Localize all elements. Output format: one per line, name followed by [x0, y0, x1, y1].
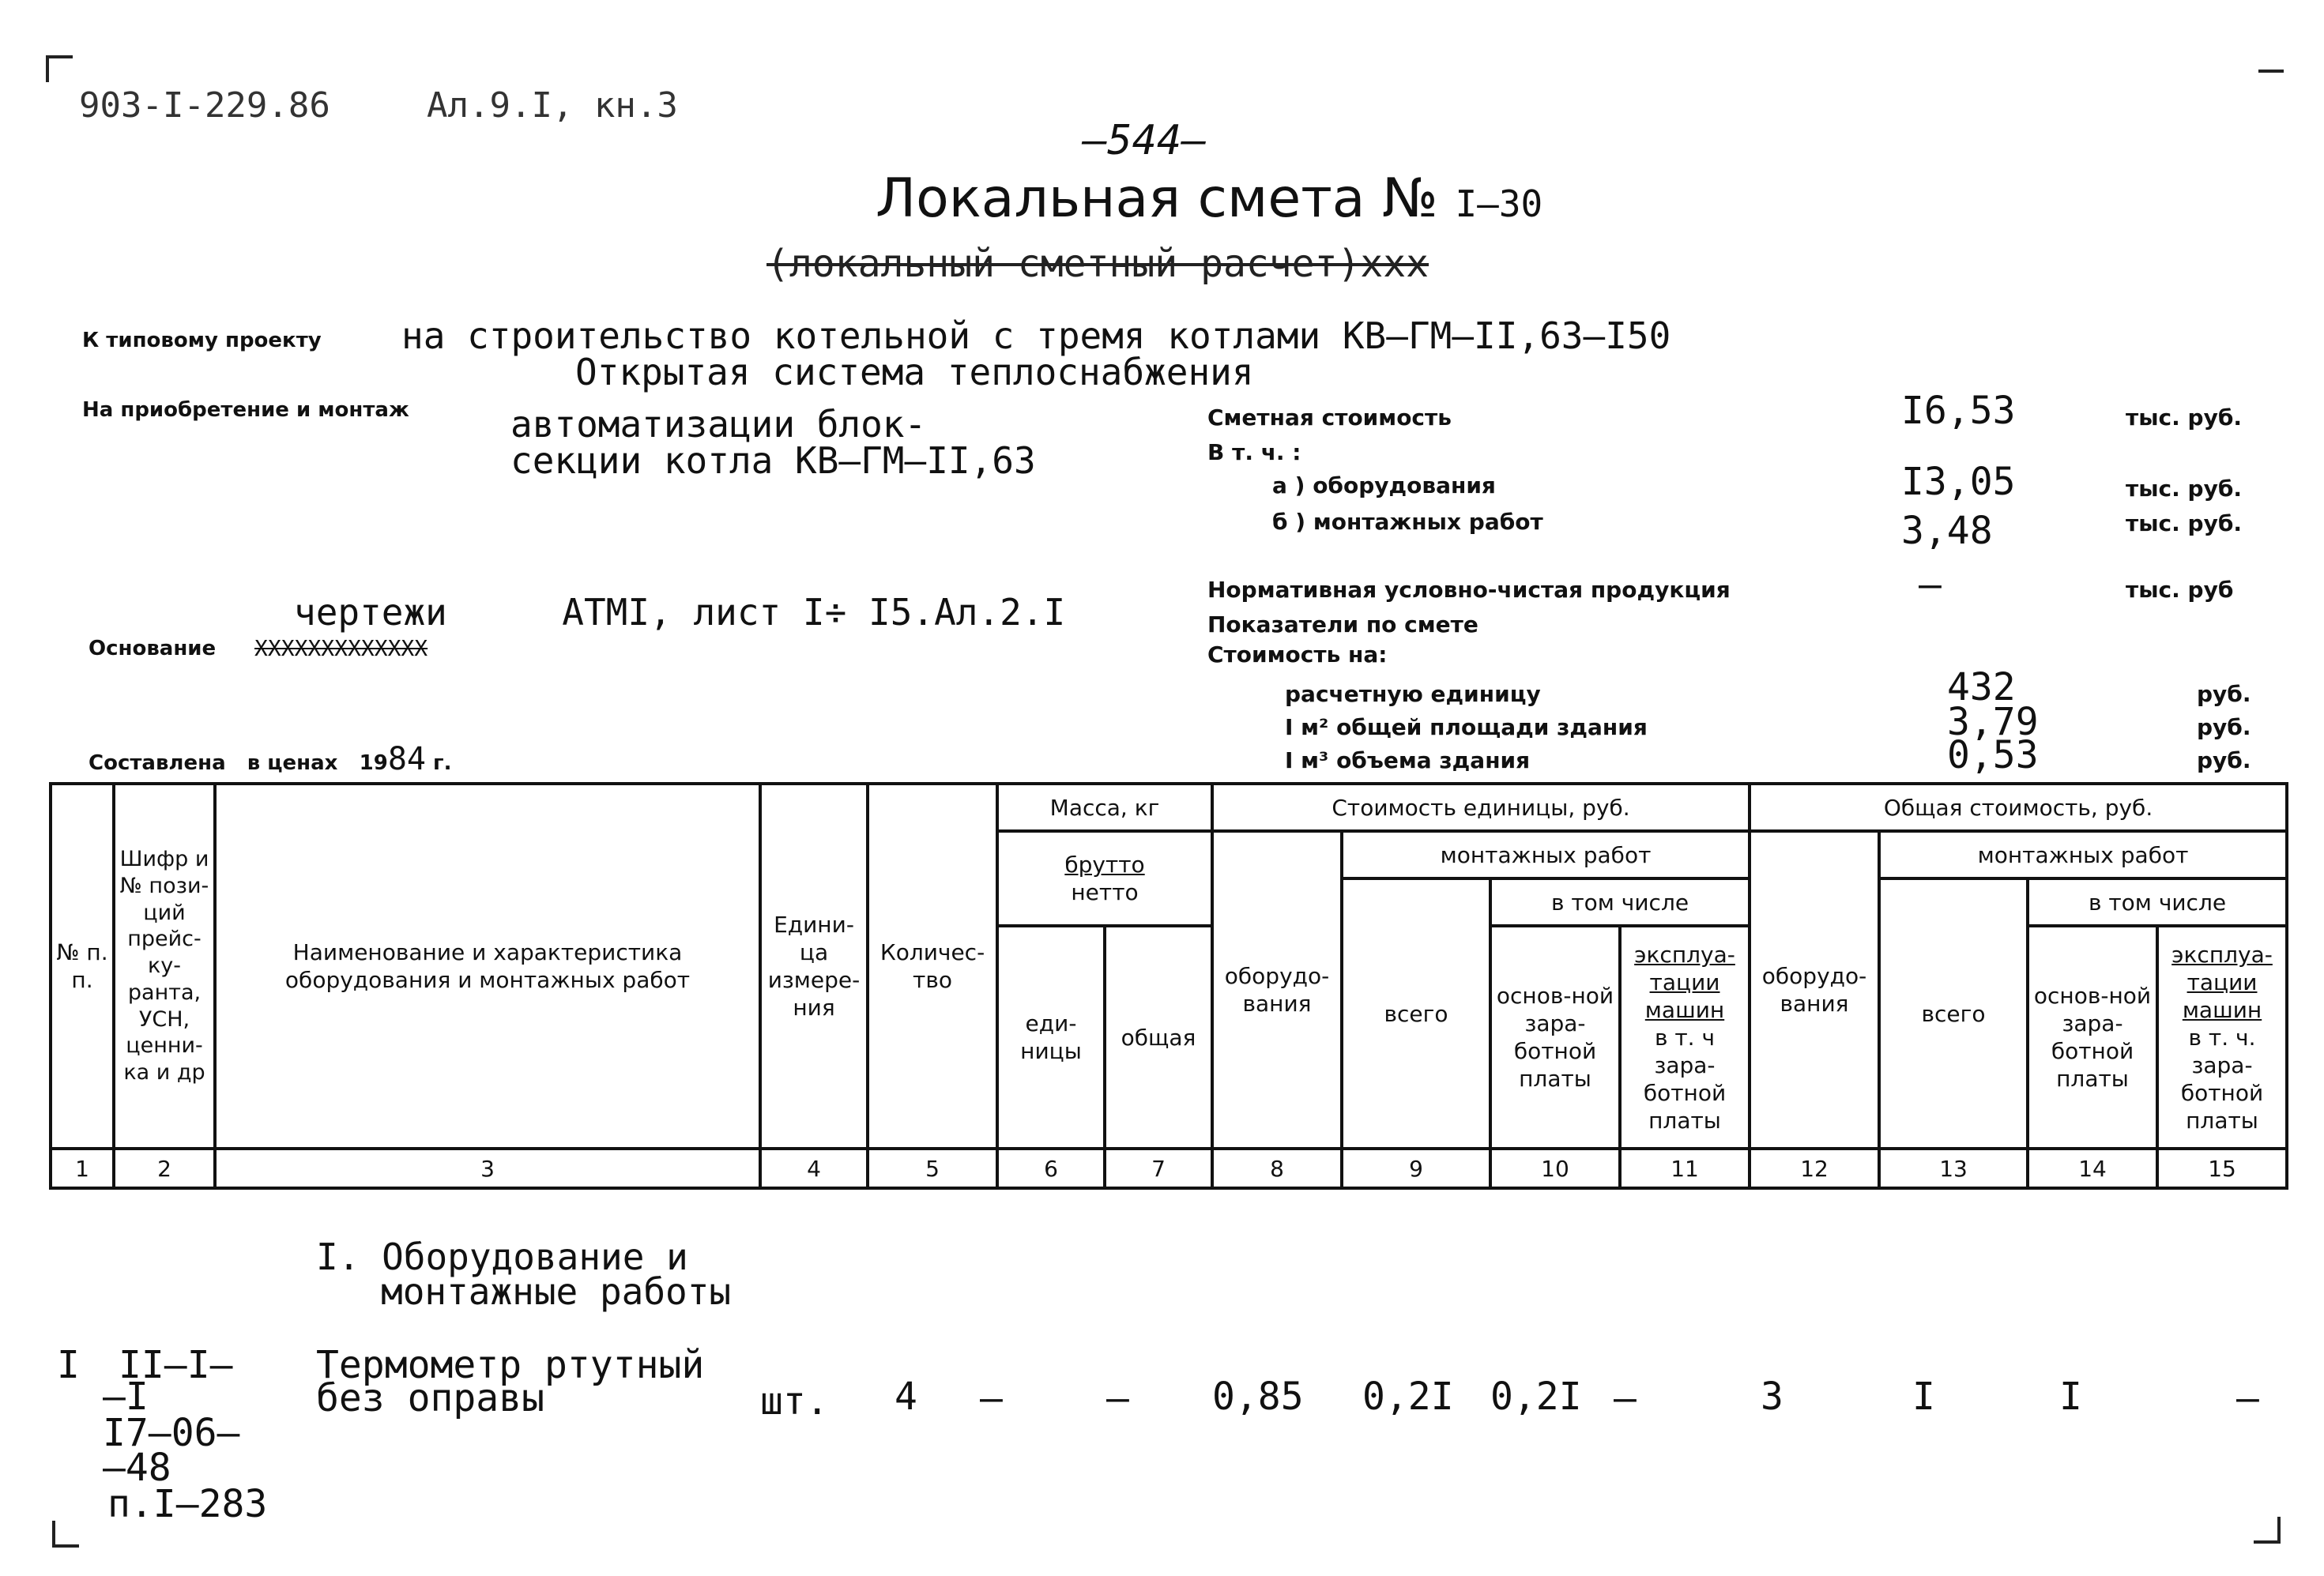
row-mass-unit: –: [980, 1376, 1003, 1420]
prices-year-handwritten: 84: [387, 741, 426, 777]
corner-mark-top-left: [46, 55, 73, 82]
col-header-wages-total: основ-ной зара-ботной платы: [2028, 926, 2157, 1149]
install-cost-unit: тыс. руб.: [2126, 510, 2243, 536]
normative-label: Нормативная условно-чистая продукция: [1207, 577, 1731, 603]
incl-label: В т. ч. :: [1207, 439, 1301, 465]
col-header-name: Наименование и характеристика оборудования и монтажных работ: [215, 784, 760, 1149]
col-number-7: 7: [1105, 1149, 1212, 1188]
netto-label: нетто: [1071, 879, 1139, 905]
project-label: К типовому проекту: [82, 329, 322, 352]
col-header-brutto-netto: [997, 831, 1212, 926]
equipment-cost-value: I3,05: [1901, 460, 2016, 504]
machines-top-unit: эксплуа-тации машин: [1634, 941, 1735, 1023]
prices-year-printed: 19: [359, 751, 388, 775]
col-number-13: 13: [1879, 1149, 2028, 1188]
corner-mark-bottom-left: [52, 1521, 79, 1548]
equipment-cost-unit: тыс. руб.: [2126, 476, 2243, 502]
col-header-mass-total: общая: [1105, 926, 1212, 1149]
per-m2-label: I м² общей площади здания: [1285, 714, 1648, 740]
title-number: I–30: [1455, 182, 1543, 225]
row-equipment-total: 3: [1761, 1375, 1783, 1419]
row-code-line-1: II–I–: [119, 1343, 233, 1387]
per-m3-value: 0,53: [1947, 733, 2039, 777]
col-header-mass: Масса, кг: [997, 784, 1212, 831]
col-number-15: 15: [2157, 1149, 2287, 1188]
row-name-line-2: без оправы: [316, 1376, 544, 1420]
row-code-line-2: –I: [103, 1375, 149, 1419]
col-header-incl-total: в том числе: [2028, 878, 2287, 926]
project-line-2: Открытая система теплоснабжения: [575, 351, 1254, 393]
page-number: —544—: [1083, 117, 1207, 164]
col-number-6: 6: [997, 1149, 1105, 1188]
col-header-install-total-unit: всего: [1342, 878, 1490, 1149]
row-equipment-unit: 0,85: [1212, 1375, 1304, 1419]
install-cost-value: 3,48: [1901, 509, 1993, 553]
purpose-line-1: автоматизации блок-: [510, 403, 927, 446]
struck-subtitle: (локальный сметный расчет)xxx: [767, 242, 1429, 286]
estimate-cost-value: I6,53: [1901, 389, 2016, 433]
col-header-mass-unit: еди-ницы: [997, 926, 1105, 1149]
corner-mark-bottom-right: [2254, 1517, 2281, 1544]
row-install-total: I: [1912, 1375, 1935, 1419]
prices-line: [89, 741, 452, 777]
estimate-cost-label: Сметная стоимость: [1207, 404, 1452, 431]
normative-unit: тыс. руб: [2126, 577, 2234, 603]
page-title: [876, 167, 1542, 230]
project-line-1: на строительство котельной с тремя котлами КВ–ГМ–II,63–I50: [401, 314, 1671, 357]
col-header-equipment-total: оборудо-вания: [1750, 831, 1879, 1149]
basis-text: АТМI, лист I÷ I5.Ал.2.I: [562, 591, 1066, 634]
per-m3-unit: руб.: [2197, 747, 2251, 773]
row-mass-total: –: [1106, 1376, 1129, 1420]
prices-middle: в ценах: [247, 751, 338, 775]
basis-label: Основание: [89, 637, 217, 660]
col-header-unit-cost: Стоимость единицы, руб.: [1212, 784, 1750, 831]
row-quantity: 4: [895, 1375, 917, 1419]
col-header-install-unit: монтажных работ: [1342, 831, 1750, 878]
normative-value: –: [1919, 562, 1942, 607]
col-number-10: 10: [1490, 1149, 1620, 1188]
col-number-2: 2: [114, 1149, 215, 1188]
basis-value: [294, 591, 1065, 634]
install-cost-label: б ) монтажных работ: [1272, 509, 1543, 535]
row-install-unit: 0,2I: [1362, 1375, 1454, 1419]
col-header-total-cost: Общая стоимость, руб.: [1750, 784, 2287, 831]
prices-prefix: Составлена: [89, 751, 226, 775]
album-reference: Ал.9.I, кн.3: [427, 85, 678, 126]
col-number-8: 8: [1212, 1149, 1342, 1188]
per-unit-label: расчетную единицу: [1285, 681, 1541, 707]
col-number-1: 1: [51, 1149, 114, 1188]
col-number-14: 14: [2028, 1149, 2157, 1188]
col-header-number: № п. п.: [51, 784, 114, 1149]
col-header-unit: Едини-ца измере-ния: [760, 784, 868, 1149]
machines-bottom-total: в т. ч. зара-ботной платы: [2180, 1024, 2264, 1134]
col-header-machines-total: [2157, 926, 2287, 1149]
estimate-table: [49, 782, 2288, 1190]
row-wages-total: I: [2059, 1375, 2082, 1419]
col-header-machines-unit: [1620, 926, 1750, 1149]
row-unit: шт.: [760, 1379, 829, 1424]
row-number: I: [57, 1343, 80, 1387]
row-code-line-5: п.I–283: [107, 1482, 268, 1526]
row-machines-unit: –: [1614, 1376, 1637, 1420]
col-number-9: 9: [1342, 1149, 1490, 1188]
col-number-4: 4: [760, 1149, 868, 1188]
corner-mark-top-right: [2258, 70, 2284, 73]
col-header-equipment-unit: оборудо-вания: [1212, 831, 1342, 1149]
col-header-install-total-total: всего: [1879, 878, 2028, 1149]
purpose-line-2: секции котла КВ–ГМ–II,63: [510, 439, 1036, 482]
row-machines-total: –: [2236, 1376, 2259, 1420]
col-number-12: 12: [1750, 1149, 1879, 1188]
col-header-wages-unit: основ-ной зара-ботной платы: [1490, 926, 1620, 1149]
basis-prefix: чертежи: [294, 591, 447, 634]
cost-on-label: Стоимость на:: [1207, 641, 1388, 668]
col-header-quantity: Количес-тво: [868, 784, 997, 1149]
col-number-5: 5: [868, 1149, 997, 1188]
col-header-install-total: монтажных работ: [1879, 831, 2287, 878]
equipment-cost-label: а ) оборудования: [1272, 472, 1496, 498]
prices-suffix: г.: [433, 751, 452, 775]
brutto-label: брутто: [1064, 852, 1145, 878]
machines-bottom-unit: в т. ч зара-ботной платы: [1643, 1024, 1727, 1134]
purpose-label: На приобретение и монтаж: [82, 398, 409, 422]
document-code-value: 903-I-229.86: [79, 85, 330, 126]
section-heading-line-2: монтажные работы: [381, 1270, 732, 1313]
col-header-incl-unit: в том числе: [1490, 878, 1750, 926]
document-code: [79, 85, 330, 126]
col-header-code: Шифр и № пози-ций прейс-ку-ранта, УСН, ценни-ка и др: [114, 784, 215, 1149]
machines-top-total: эксплуа-тации машин: [2171, 941, 2273, 1023]
per-m2-value: 3,79: [1947, 700, 2039, 744]
basis-struck: XXXXXXXXXXXXX: [254, 635, 428, 661]
per-m3-label: I м³ объема здания: [1285, 747, 1531, 773]
row-code-line-4: –48: [103, 1446, 171, 1490]
row-code-line-3: I7–06–: [103, 1411, 240, 1455]
per-unit-value: 432: [1947, 665, 2016, 709]
row-name-line-1: Термометр ртутный: [316, 1343, 705, 1387]
estimate-cost-unit: тыс. руб.: [2126, 404, 2243, 431]
row-wages-unit: 0,2I: [1490, 1375, 1582, 1419]
title-text: Локальная смета №: [876, 167, 1438, 230]
col-number-11: 11: [1620, 1149, 1750, 1188]
per-unit-unit: руб.: [2197, 681, 2251, 707]
col-number-3: 3: [215, 1149, 760, 1188]
indicators-label: Показатели по смете: [1207, 611, 1478, 638]
per-m2-unit: руб.: [2197, 714, 2251, 740]
section-heading-line-1: I. Оборудование и: [316, 1236, 688, 1278]
